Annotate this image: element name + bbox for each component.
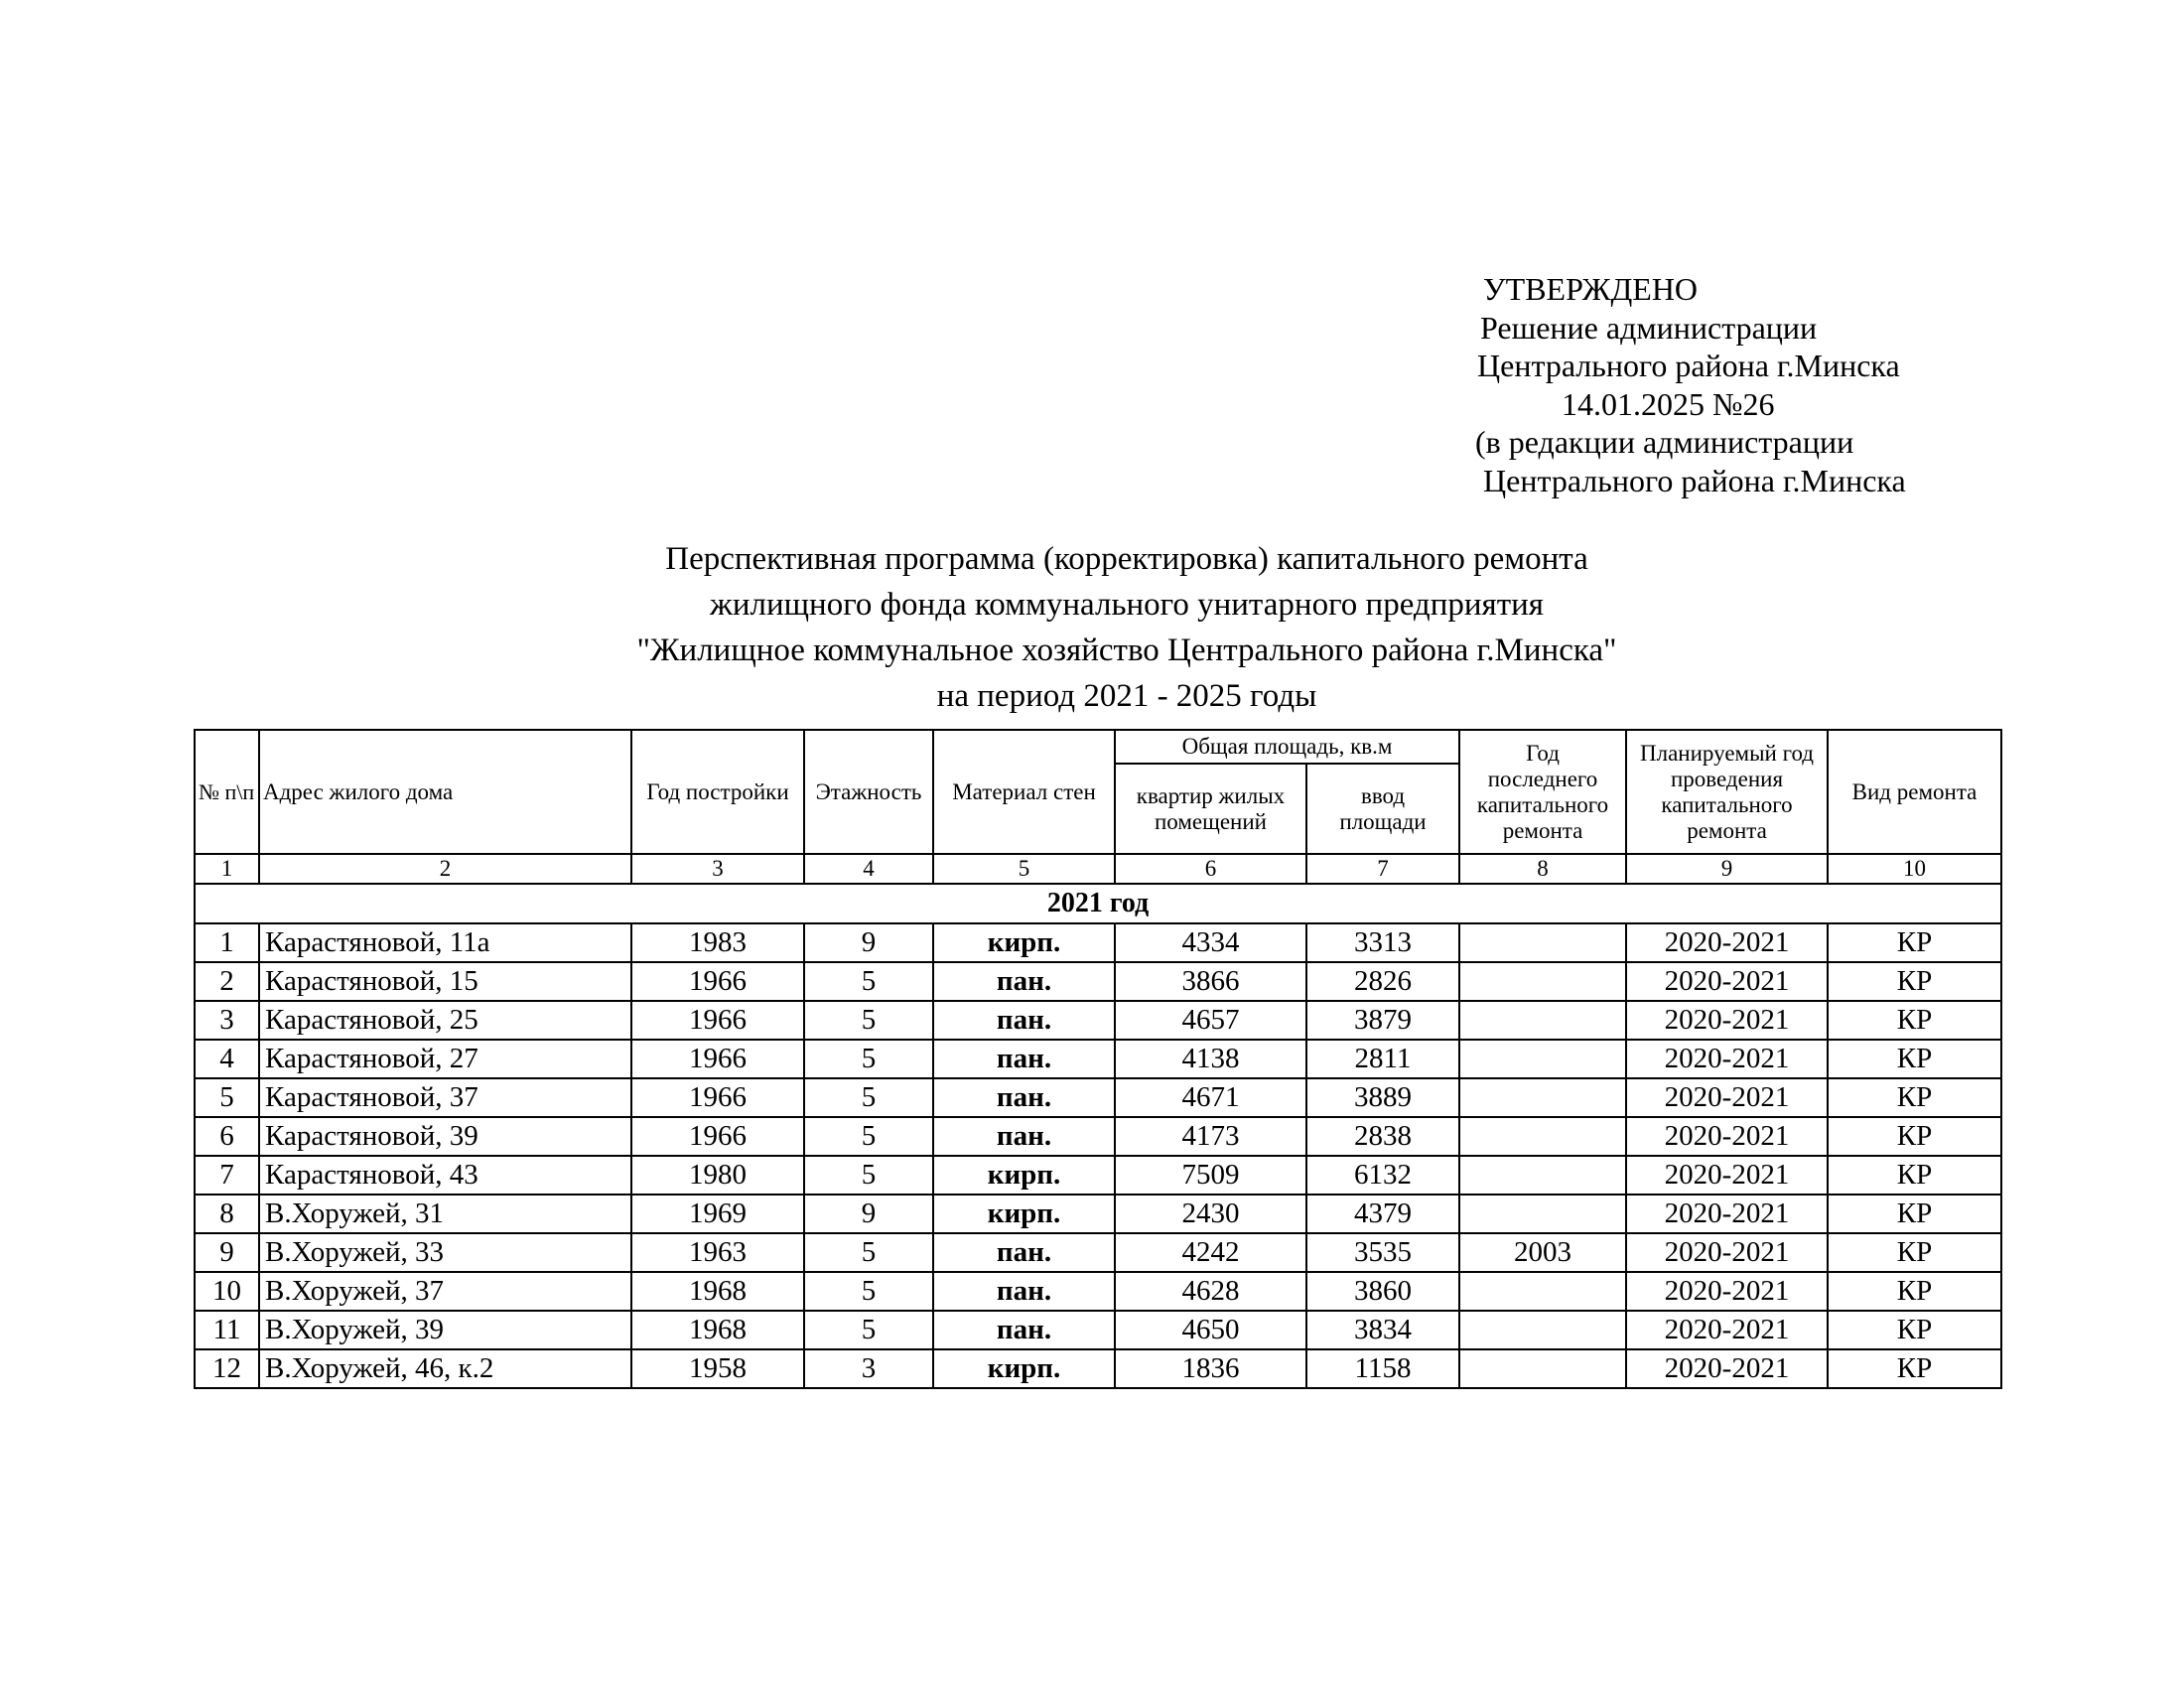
repair-type-cell: КР [1828, 1349, 2001, 1388]
table-row [195, 1040, 2001, 1078]
floors-cell: 3 [804, 1349, 933, 1388]
area-commissioned-cell: 4379 [1306, 1195, 1459, 1233]
row-number: 2 [195, 962, 259, 1001]
planned-year-cell: 2020-2021 [1626, 1001, 1828, 1040]
area-commissioned-cell: 2838 [1306, 1117, 1459, 1156]
wall-material-cell: пан. [933, 1078, 1115, 1117]
wall-material-cell: пан. [933, 1233, 1115, 1272]
planned-year-cell: 2020-2021 [1626, 1078, 1828, 1117]
row-number: 4 [195, 1040, 259, 1078]
area-apartments-cell: 7509 [1115, 1156, 1306, 1195]
year-built-cell: 1966 [631, 1001, 804, 1040]
floors-cell: 5 [804, 1272, 933, 1311]
table-row [195, 1349, 2001, 1388]
address-cell: Карастяновой, 43 [259, 1156, 631, 1195]
last-repair-year-cell [1459, 923, 1626, 962]
title-line: жилищного фонда коммунального унитарного предприятия [710, 587, 1544, 623]
area-commissioned-cell: 3834 [1306, 1311, 1459, 1349]
header-planned-year: Планируемый год проведения капитального ремонта [1626, 730, 1828, 854]
year-built-cell: 1968 [631, 1272, 804, 1311]
column-number: 4 [804, 854, 933, 884]
header-floors: Этажность [804, 730, 933, 854]
row-number: 11 [195, 1311, 259, 1349]
planned-year-cell: 2020-2021 [1626, 962, 1828, 1001]
planned-year-cell: 2020-2021 [1626, 1156, 1828, 1195]
column-number: 10 [1828, 854, 2001, 884]
area-apartments-cell: 4138 [1115, 1040, 1306, 1078]
repair-type-cell: КР [1828, 1233, 2001, 1272]
document-title [556, 536, 1698, 719]
area-commissioned-cell: 3313 [1306, 923, 1459, 962]
planned-year-cell: 2020-2021 [1626, 1272, 1828, 1311]
wall-material-cell: пан. [933, 1001, 1115, 1040]
floors-cell: 9 [804, 1195, 933, 1233]
area-apartments-cell: 3866 [1115, 962, 1306, 1001]
address-cell: Карастяновой, 37 [259, 1078, 631, 1117]
repair-program-table [194, 729, 2002, 1389]
area-apartments-cell: 1836 [1115, 1349, 1306, 1388]
header-year-built: Год постройки [631, 730, 804, 854]
title-line: на период 2021 - 2025 годы [936, 678, 1317, 714]
planned-year-cell: 2020-2021 [1626, 1195, 1828, 1233]
table-row [195, 923, 2001, 962]
repair-type-cell: КР [1828, 1311, 2001, 1349]
column-number: 5 [933, 854, 1115, 884]
year-built-cell: 1963 [631, 1233, 804, 1272]
row-number: 5 [195, 1078, 259, 1117]
year-built-cell: 1968 [631, 1311, 804, 1349]
planned-year-cell: 2020-2021 [1626, 1311, 1828, 1349]
column-number: 8 [1459, 854, 1626, 884]
planned-year-cell: 2020-2021 [1626, 923, 1828, 962]
area-commissioned-cell: 2811 [1306, 1040, 1459, 1078]
table-row [195, 1078, 2001, 1117]
wall-material-cell: пан. [933, 962, 1115, 1001]
last-repair-year-cell [1459, 1272, 1626, 1311]
area-apartments-cell: 4242 [1115, 1233, 1306, 1272]
area-apartments-cell: 4671 [1115, 1078, 1306, 1117]
repair-type-cell: КР [1828, 1117, 2001, 1156]
table-header [195, 730, 2001, 854]
repair-type-cell: КР [1828, 1156, 2001, 1195]
wall-material-cell: кирп. [933, 1195, 1115, 1233]
column-number: 9 [1626, 854, 1828, 884]
floors-cell: 5 [804, 1040, 933, 1078]
address-cell: В.Хоружей, 46, к.2 [259, 1349, 631, 1388]
row-number: 10 [195, 1272, 259, 1311]
repair-type-cell: КР [1828, 1272, 2001, 1311]
area-commissioned-cell: 1158 [1306, 1349, 1459, 1388]
header-repair-type: Вид ремонта [1828, 730, 2001, 854]
year-built-cell: 1966 [631, 1117, 804, 1156]
year-built-cell: 1966 [631, 1040, 804, 1078]
year-built-cell: 1980 [631, 1156, 804, 1195]
approval-line: Центрального района г.Минска [1483, 462, 1906, 498]
approval-line: Решение администрации [1480, 309, 1818, 346]
area-apartments-cell: 2430 [1115, 1195, 1306, 1233]
area-apartments-cell: 4657 [1115, 1001, 1306, 1040]
table-body [195, 854, 2001, 1388]
last-repair-year-cell [1459, 1001, 1626, 1040]
column-number: 3 [631, 854, 804, 884]
wall-material-cell: пан. [933, 1117, 1115, 1156]
approval-line: (в редакции администрации [1475, 424, 1854, 460]
year-built-cell: 1966 [631, 962, 804, 1001]
last-repair-year-cell [1459, 962, 1626, 1001]
floors-cell: 5 [804, 1311, 933, 1349]
year-built-cell: 1983 [631, 923, 804, 962]
title-line: Перспективная программа (корректировка) капитального ремонта [665, 541, 1588, 577]
floors-cell: 5 [804, 1117, 933, 1156]
floors-cell: 5 [804, 1233, 933, 1272]
last-repair-year-cell [1459, 1040, 1626, 1078]
area-commissioned-cell: 3860 [1306, 1272, 1459, 1311]
planned-year-cell: 2020-2021 [1626, 1117, 1828, 1156]
address-cell: В.Хоружей, 39 [259, 1311, 631, 1349]
approval-line: Центрального района г.Минска [1477, 348, 1900, 383]
address-cell: В.Хоружей, 37 [259, 1272, 631, 1311]
wall-material-cell: кирп. [933, 1349, 1115, 1388]
row-number: 8 [195, 1195, 259, 1233]
table-row [195, 1233, 2001, 1272]
row-number: 6 [195, 1117, 259, 1156]
year-built-cell: 1969 [631, 1195, 804, 1233]
area-commissioned-cell: 3889 [1306, 1078, 1459, 1117]
row-number: 9 [195, 1233, 259, 1272]
last-repair-year-cell [1459, 1349, 1626, 1388]
planned-year-cell: 2020-2021 [1626, 1349, 1828, 1388]
column-number: 2 [259, 854, 631, 884]
table-row [195, 1311, 2001, 1349]
column-number: 1 [195, 854, 259, 884]
area-apartments-cell: 4650 [1115, 1311, 1306, 1349]
address-cell: Карастяновой, 25 [259, 1001, 631, 1040]
column-number-row [195, 854, 2001, 884]
area-commissioned-cell: 3535 [1306, 1233, 1459, 1272]
title-line: "Жилищное коммунальное хозяйство Центрального района г.Минска" [636, 633, 1617, 668]
address-cell: Карастяновой, 15 [259, 962, 631, 1001]
planned-year-cell: 2020-2021 [1626, 1040, 1828, 1078]
address-cell: Карастяновой, 11а [259, 923, 631, 962]
address-cell: Карастяновой, 27 [259, 1040, 631, 1078]
year-built-cell: 1966 [631, 1078, 804, 1117]
area-commissioned-cell: 3879 [1306, 1001, 1459, 1040]
repair-type-cell: КР [1828, 1078, 2001, 1117]
row-number: 1 [195, 923, 259, 962]
repair-type-cell: КР [1828, 1195, 2001, 1233]
row-number: 3 [195, 1001, 259, 1040]
floors-cell: 5 [804, 1078, 933, 1117]
column-number: 6 [1115, 854, 1306, 884]
address-cell: В.Хоружей, 33 [259, 1233, 631, 1272]
wall-material-cell: пан. [933, 1311, 1115, 1349]
last-repair-year-cell [1459, 1156, 1626, 1195]
last-repair-year-cell [1459, 1311, 1626, 1349]
table-row [195, 1156, 2001, 1195]
row-number: 7 [195, 1156, 259, 1195]
repair-type-cell: КР [1828, 923, 2001, 962]
wall-material-cell: пан. [933, 1040, 1115, 1078]
table-row [195, 962, 2001, 1001]
repair-type-cell: КР [1828, 1001, 2001, 1040]
repair-type-cell: КР [1828, 962, 2001, 1001]
year-built-cell: 1958 [631, 1349, 804, 1388]
header-wall-material: Материал стен [933, 730, 1115, 854]
header-address: Адрес жилого дома [259, 730, 631, 854]
table-row [195, 1001, 2001, 1040]
area-apartments-cell: 4628 [1115, 1272, 1306, 1311]
section-title: 2021 год [195, 884, 2001, 923]
header-last-repair-year: Год последнего капитального ремонта [1459, 730, 1626, 854]
wall-material-cell: кирп. [933, 1156, 1115, 1195]
repair-type-cell: КР [1828, 1040, 2001, 1078]
row-number: 12 [195, 1349, 259, 1388]
header-num: № п\п [195, 730, 259, 854]
address-cell: В.Хоружей, 31 [259, 1195, 631, 1233]
planned-year-cell: 2020-2021 [1626, 1233, 1828, 1272]
header-area-apartments: квартир жилых помещений [1115, 764, 1306, 854]
floors-cell: 5 [804, 962, 933, 1001]
floors-cell: 9 [804, 923, 933, 962]
last-repair-year-cell [1459, 1195, 1626, 1233]
wall-material-cell: кирп. [933, 923, 1115, 962]
section-row [195, 884, 2001, 923]
last-repair-year-cell: 2003 [1459, 1233, 1626, 1272]
approval-stamp [1469, 270, 2025, 499]
address-cell: Карастяновой, 39 [259, 1117, 631, 1156]
header-area-commissioned: ввод площади [1306, 764, 1459, 854]
last-repair-year-cell [1459, 1117, 1626, 1156]
header-total-area: Общая площадь, кв.м [1115, 730, 1459, 764]
floors-cell: 5 [804, 1156, 933, 1195]
table-row [195, 1272, 2001, 1311]
floors-cell: 5 [804, 1001, 933, 1040]
column-number: 7 [1306, 854, 1459, 884]
approval-line: 14.01.2025 №26 [1562, 385, 1775, 422]
area-commissioned-cell: 2826 [1306, 962, 1459, 1001]
last-repair-year-cell [1459, 1078, 1626, 1117]
table-row [195, 1195, 2001, 1233]
approval-line: УТВЕРЖДЕНО [1483, 271, 1699, 307]
table-row [195, 1117, 2001, 1156]
area-apartments-cell: 4334 [1115, 923, 1306, 962]
area-apartments-cell: 4173 [1115, 1117, 1306, 1156]
wall-material-cell: пан. [933, 1272, 1115, 1311]
area-commissioned-cell: 6132 [1306, 1156, 1459, 1195]
